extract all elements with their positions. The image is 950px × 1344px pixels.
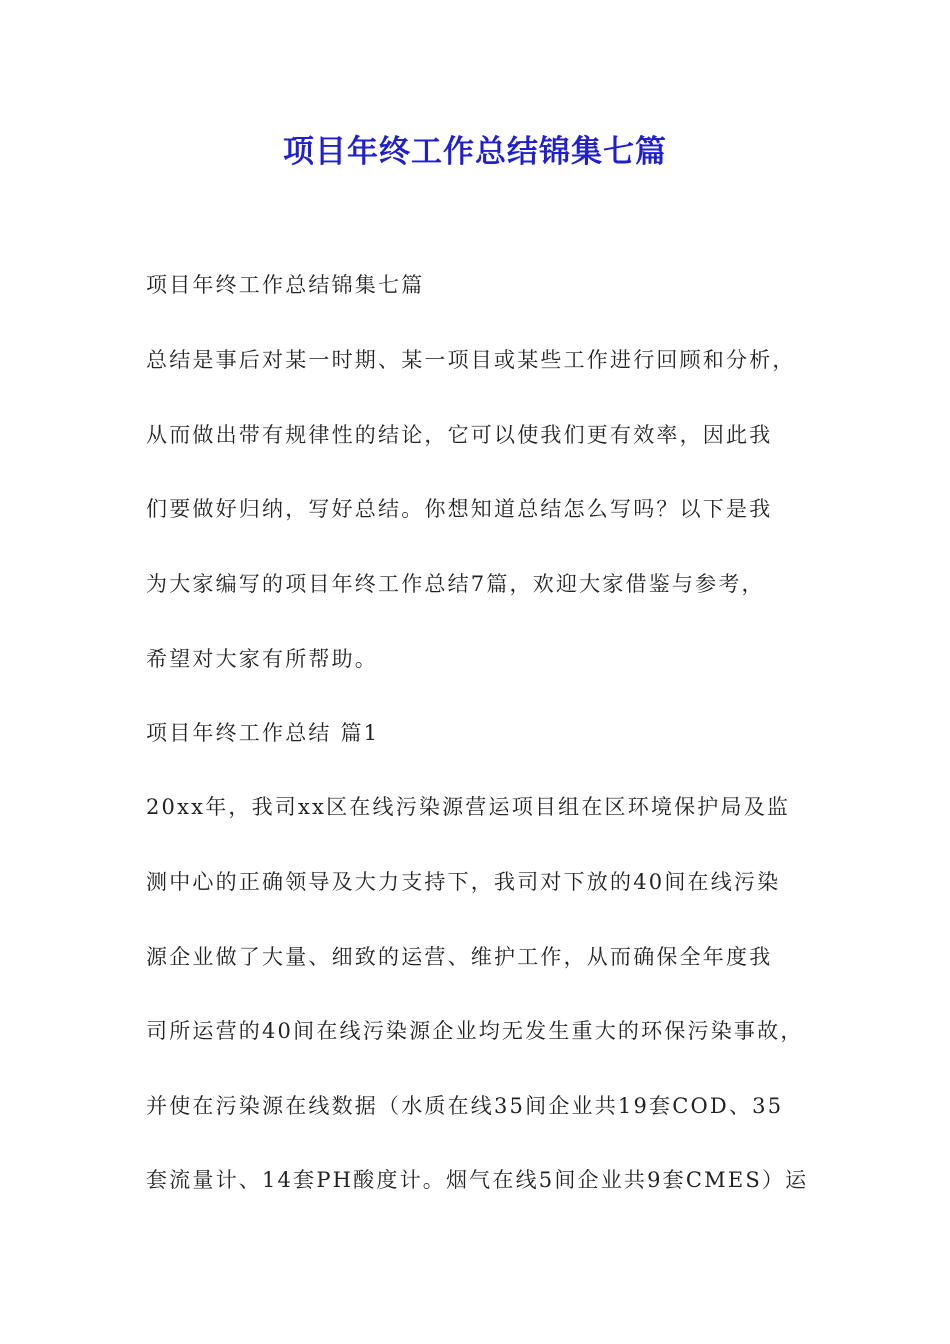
paragraph-line: 司所运营的40间在线污染源企业均无发生重大的环保污染事故， [146,1019,804,1043]
subtitle-line: 项目年终工作总结锦集七篇 [146,273,425,297]
paragraph-line: 源企业做了大量、细致的运营、维护工作，从而确保全年度我 [146,945,773,969]
paragraph-line: 套流量计、14套PH酸度计。烟气在线5间企业共9套CMES）运 [146,1168,809,1192]
paragraph-line: 测中心的正确领导及大力支持下，我司对下放的40间在线污染 [146,870,781,894]
paragraph-line: 为大家编写的项目年终工作总结7篇，欢迎大家借鉴与参考， [146,572,765,596]
paragraph-line: 总结是事后对某一时期、某一项目或某些工作进行回顾和分析， [146,348,796,372]
paragraph-line: 20xx年，我司xx区在线污染源营运项目组在区环境保护局及监 [146,795,791,819]
paragraph-line: 们要做好归纳，写好总结。你想知道总结怎么写吗？以下是我 [146,497,773,521]
paragraph-line: 并使在污染源在线数据（水质在线35间企业共19套COD、35 [146,1094,784,1118]
paragraph-line: 从而做出带有规律性的结论，它可以使我们更有效率，因此我 [146,423,773,447]
section-heading: 项目年终工作总结 篇1 [146,721,380,745]
paragraph-line: 希望对大家有所帮助。 [146,647,378,671]
document-title: 项目年终工作总结锦集七篇 [283,134,667,170]
